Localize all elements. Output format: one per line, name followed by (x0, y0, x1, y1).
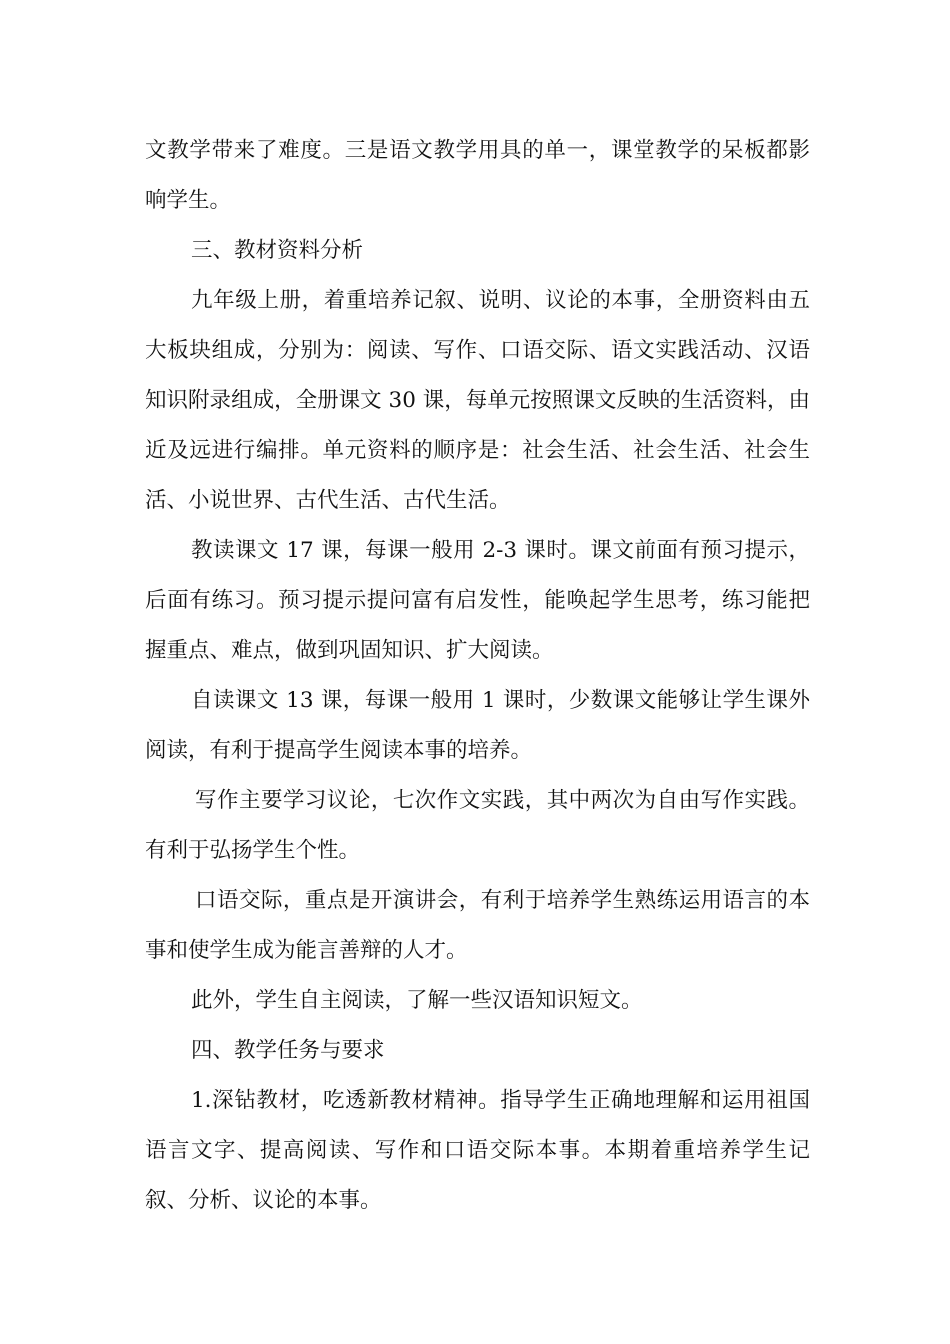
section-heading-teaching-tasks: 四、教学任务与要求 (191, 1038, 385, 1063)
paragraph-taught-lessons: 教读课文 17 课，每课一般用 2-3 课时。课文前面有预习提示，后面有练习。预习提示提问富有启发性，能唤起学生思考，练习能把握重点、难点，做到巩固知识、扩大阅读。 (145, 538, 810, 663)
paragraph-task-one: 1.深钻教材，吃透新教材精神。指导学生正确地理解和运用祖国语言文字、提高阅读、写作和口语交际本事。本期着重培养学生记叙、分析、议论的本事。 (145, 1088, 810, 1213)
document-body (145, 126, 810, 1226)
paragraph-self-read-lessons: 自读课文 13 课，每课一般用 1 课时，少数课文能够让学生课外阅读，有利于提高学生阅读本事的培养。 (145, 688, 810, 763)
paragraph-additional-reading: 此外，学生自主阅读，了解一些汉语知识短文。 (191, 988, 643, 1013)
paragraph-grade-nine-overview: 九年级上册，着重培养记叙、说明、议论的本事，全册资料由五大板块组成，分别为：阅读、写作、口语交际、语文实践活动、汉语知识附录组成，全册课文 30 课，每单元按照课文反映的生活资料，由近及远进行编排。单元资料的顺序是：社会生活、社会生活、社会生活、小说世界、古代生活、古代生活。 (145, 288, 810, 513)
section-heading-textbook-analysis: 三、教材资料分析 (191, 238, 364, 263)
paragraph-continuation: 文教学带来了难度。三是语文教学用具的单一，课堂教学的呆板都影响学生。 (145, 138, 810, 213)
paragraph-writing: 写作主要学习议论，七次作文实践，其中两次为自由写作实践。有利于弘扬学生个性。 (145, 788, 810, 863)
paragraph-oral-communication: 口语交际，重点是开演讲会，有利于培养学生熟练运用语言的本事和使学生成为能言善辩的人才。 (145, 888, 810, 963)
